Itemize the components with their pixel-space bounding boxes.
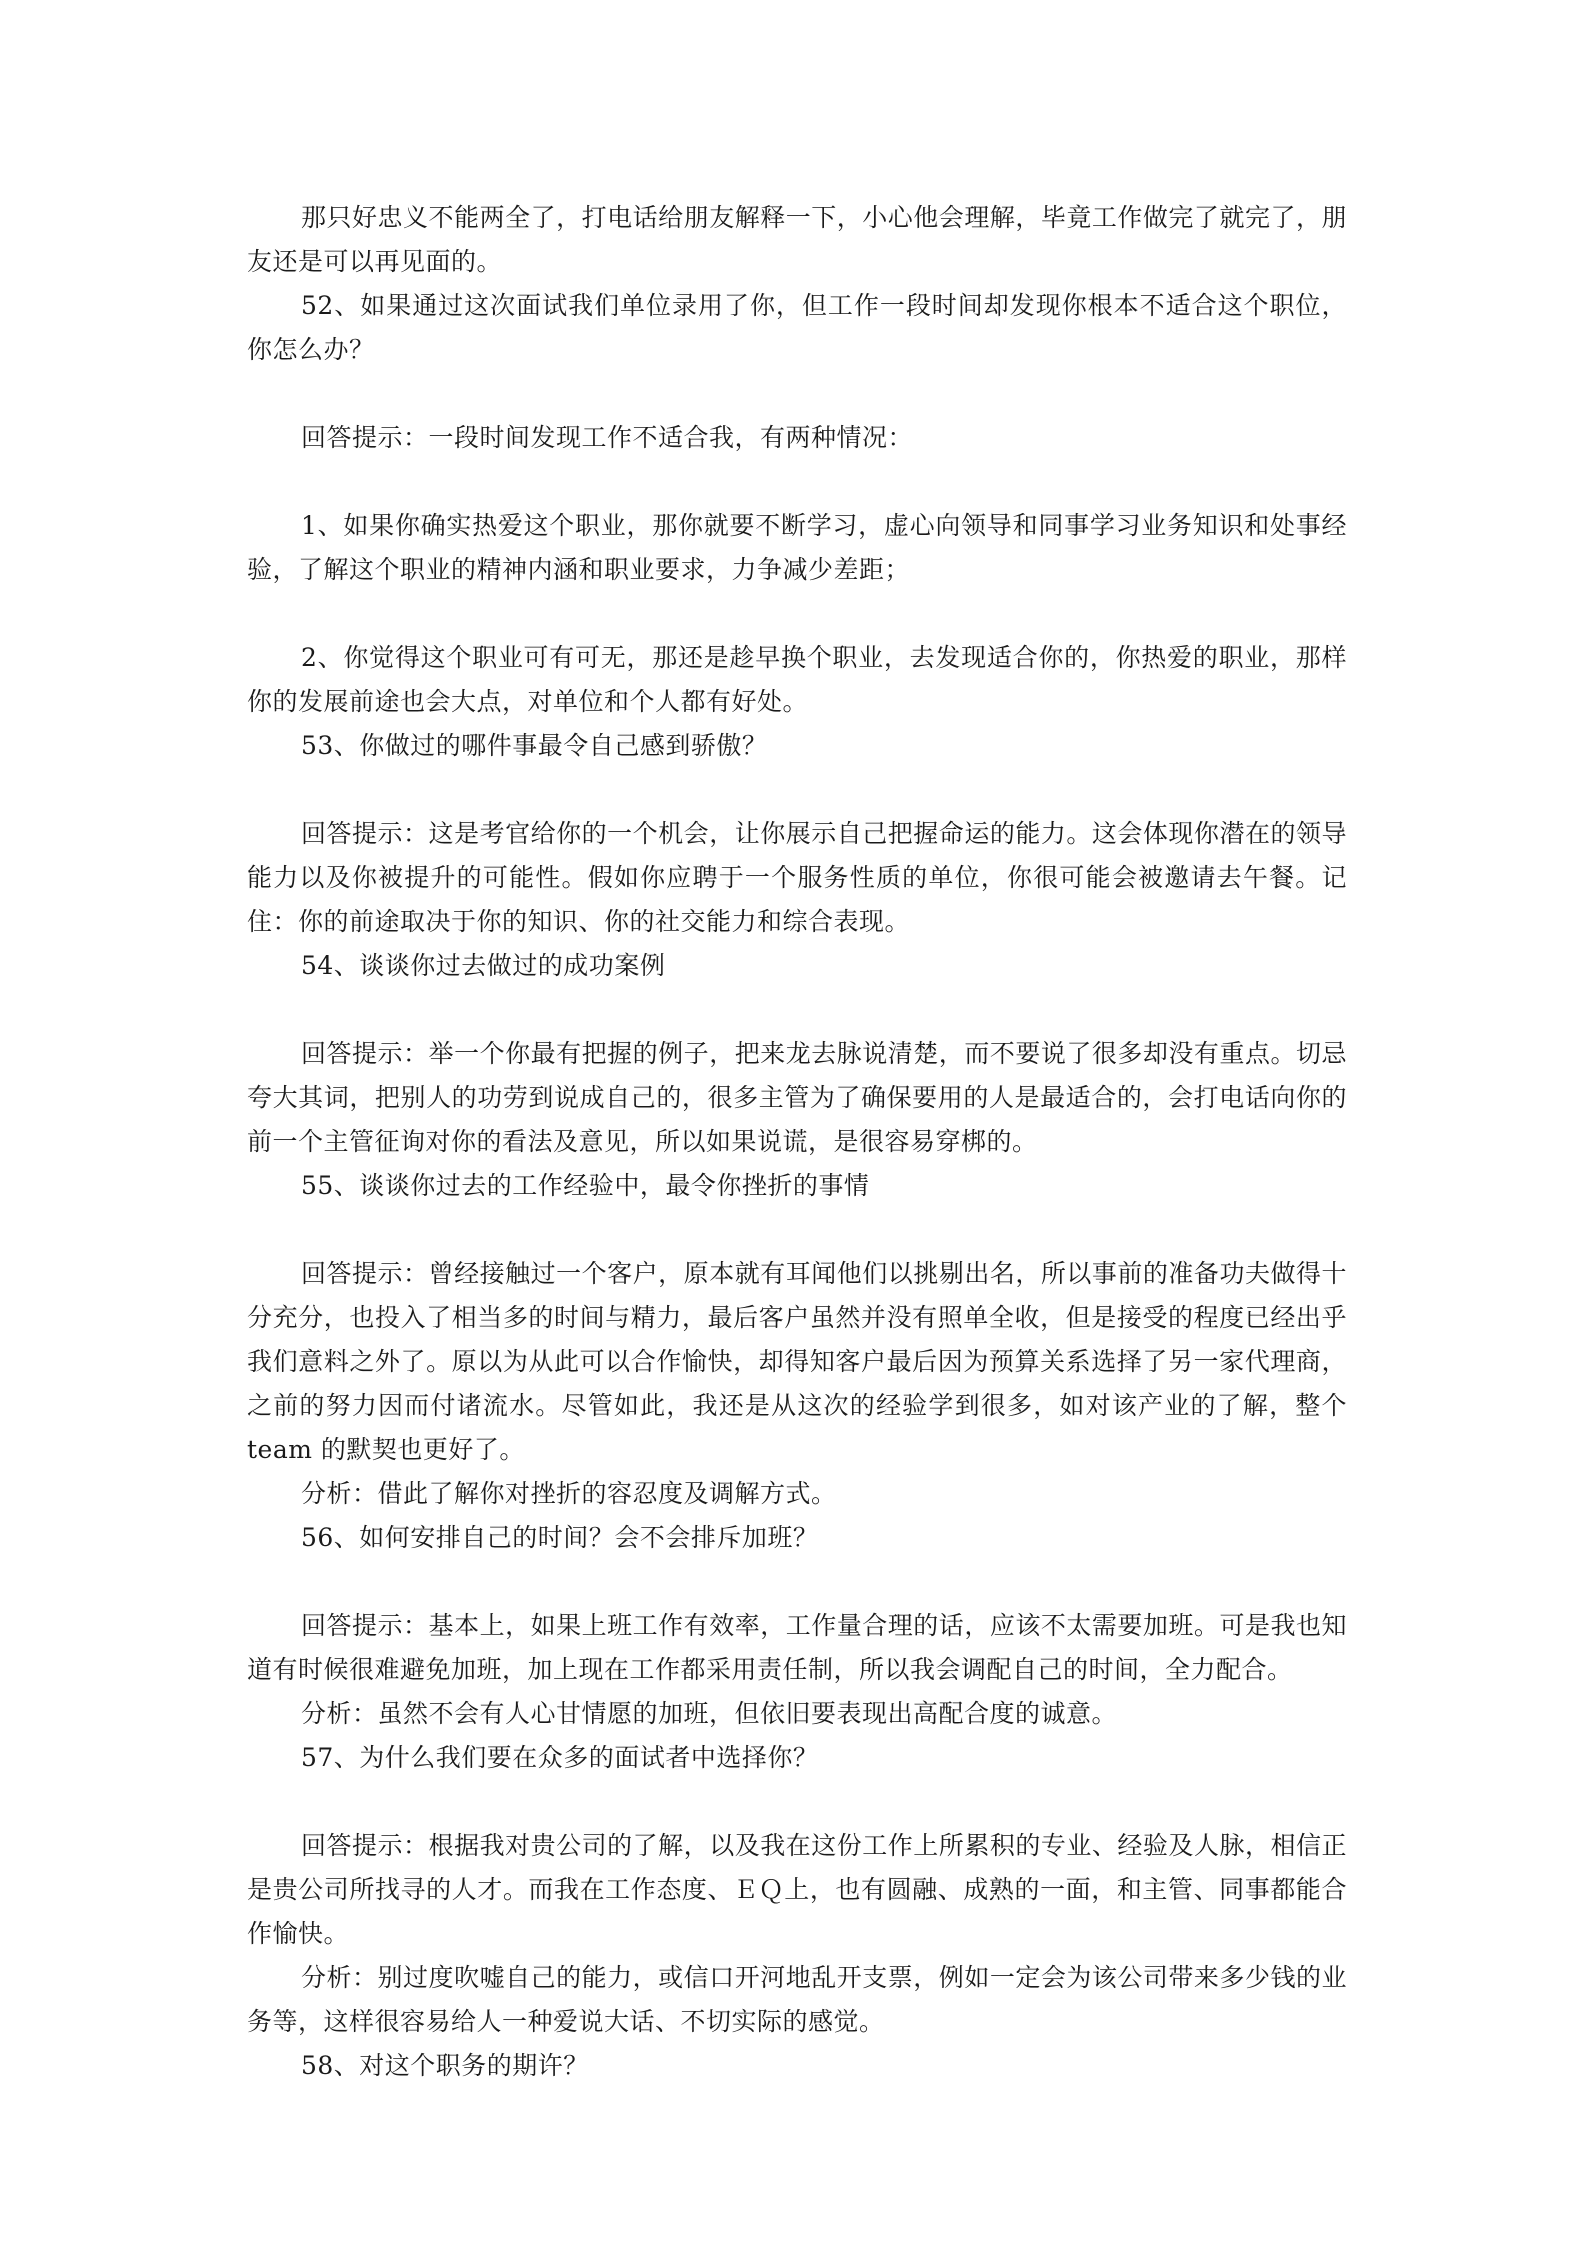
question-heading: 57、为什么我们要在众多的面试者中选择你？ — [301, 1743, 819, 1772]
blank-line — [247, 768, 1347, 812]
question-heading: 56、如何安排自己的时间？会不会排斥加班？ — [301, 1523, 819, 1552]
question-heading: 54、谈谈你过去做过的成功案例 — [301, 951, 666, 980]
answer-hint-paragraph: 回答提示：一段时间发现工作不适合我，有两种情况： — [301, 423, 914, 452]
blank-line — [247, 1560, 1347, 1604]
answer-hint-paragraph: 回答提示：根据我对贵公司的了解，以及我在这份工作上所累积的专业、经验及人脉，相信正是贵公司所找寻的人才。而我在工作态度、ＥＱ上，也有圆融、成熟的一面，和主管、同事都能合作愉快。 — [247, 1831, 1347, 1948]
analysis-paragraph: 分析：借此了解你对挫折的容忍度及调解方式。 — [301, 1479, 837, 1508]
body-paragraph: 那只好忠义不能两全了，打电话给朋友解释一下，小心他会理解，毕竟工作做完了就完了，朋友还是可以再见面的。 — [247, 203, 1347, 276]
answer-hint-paragraph: 回答提示：这是考官给你的一个机会，让你展示自己把握命运的能力。这会体现你潜在的领导能力以及你被提升的可能性。假如你应聘于一个服务性质的单位，你很可能会被邀请去午餐。记住：你的前途取决于你的知识、你的社交能力和综合表现。 — [247, 819, 1347, 936]
answer-hint-paragraph: 回答提示：举一个你最有把握的例子，把来龙去脉说清楚，而不要说了很多却没有重点。切忌夸大其词，把别人的功劳到说成自己的，很多主管为了确保要用的人是最适合的，会打电话向你的前一个主管征询对你的看法及意见，所以如果说谎，是很容易穿梆的。 — [247, 1039, 1347, 1156]
document-page — [247, 196, 1347, 2088]
question-heading: 53、你做过的哪件事最令自己感到骄傲？ — [301, 731, 768, 760]
blank-line — [247, 988, 1347, 1032]
numbered-point-paragraph: 1、如果你确实热爱这个职业，那你就要不断学习，虚心向领导和同事学习业务知识和处事经验，了解这个职业的精神内涵和职业要求，力争减少差距； — [247, 511, 1347, 584]
blank-line — [247, 1780, 1347, 1824]
question-heading: 58、对这个职务的期许？ — [301, 2051, 589, 2080]
blank-line — [247, 460, 1347, 504]
analysis-paragraph: 分析：别过度吹嘘自己的能力，或信口开河地乱开支票，例如一定会为该公司带来多少钱的业务等，这样很容易给人一种爱说大话、不切实际的感觉。 — [247, 1963, 1347, 2036]
blank-line — [247, 372, 1347, 416]
blank-line — [247, 592, 1347, 636]
answer-hint-paragraph: 回答提示：曾经接触过一个客户，原本就有耳闻他们以挑剔出名，所以事前的准备功夫做得十分充分，也投入了相当多的时间与精力，最后客户虽然并没有照单全收，但是接受的程度已经出乎我们意料之外了。原以为从此可以合作愉快，却得知客户最后因为预算关系选择了另一家代理商，之前的努力因而付诸流水。尽管如此，我还是从这次的经验学到很多，如对该产业的了解，整个 team 的默契也更好了。 — [247, 1259, 1347, 1464]
answer-hint-paragraph: 回答提示：基本上，如果上班工作有效率，工作量合理的话，应该不太需要加班。可是我也知道有时候很难避免加班，加上现在工作都采用责任制，所以我会调配自己的时间，全力配合。 — [247, 1611, 1347, 1684]
blank-line — [247, 1208, 1347, 1252]
question-heading: 55、谈谈你过去的工作经验中，最令你挫折的事情 — [301, 1171, 870, 1200]
analysis-paragraph: 分析：虽然不会有人心甘情愿的加班，但依旧要表现出高配合度的诚意。 — [301, 1699, 1118, 1728]
question-heading: 52、如果通过这次面试我们单位录用了你，但工作一段时间却发现你根本不适合这个职位，你怎么办？ — [247, 291, 1347, 364]
numbered-point-paragraph: 2、你觉得这个职业可有可无，那还是趁早换个职业，去发现适合你的，你热爱的职业，那样你的发展前途也会大点，对单位和个人都有好处。 — [247, 643, 1347, 716]
